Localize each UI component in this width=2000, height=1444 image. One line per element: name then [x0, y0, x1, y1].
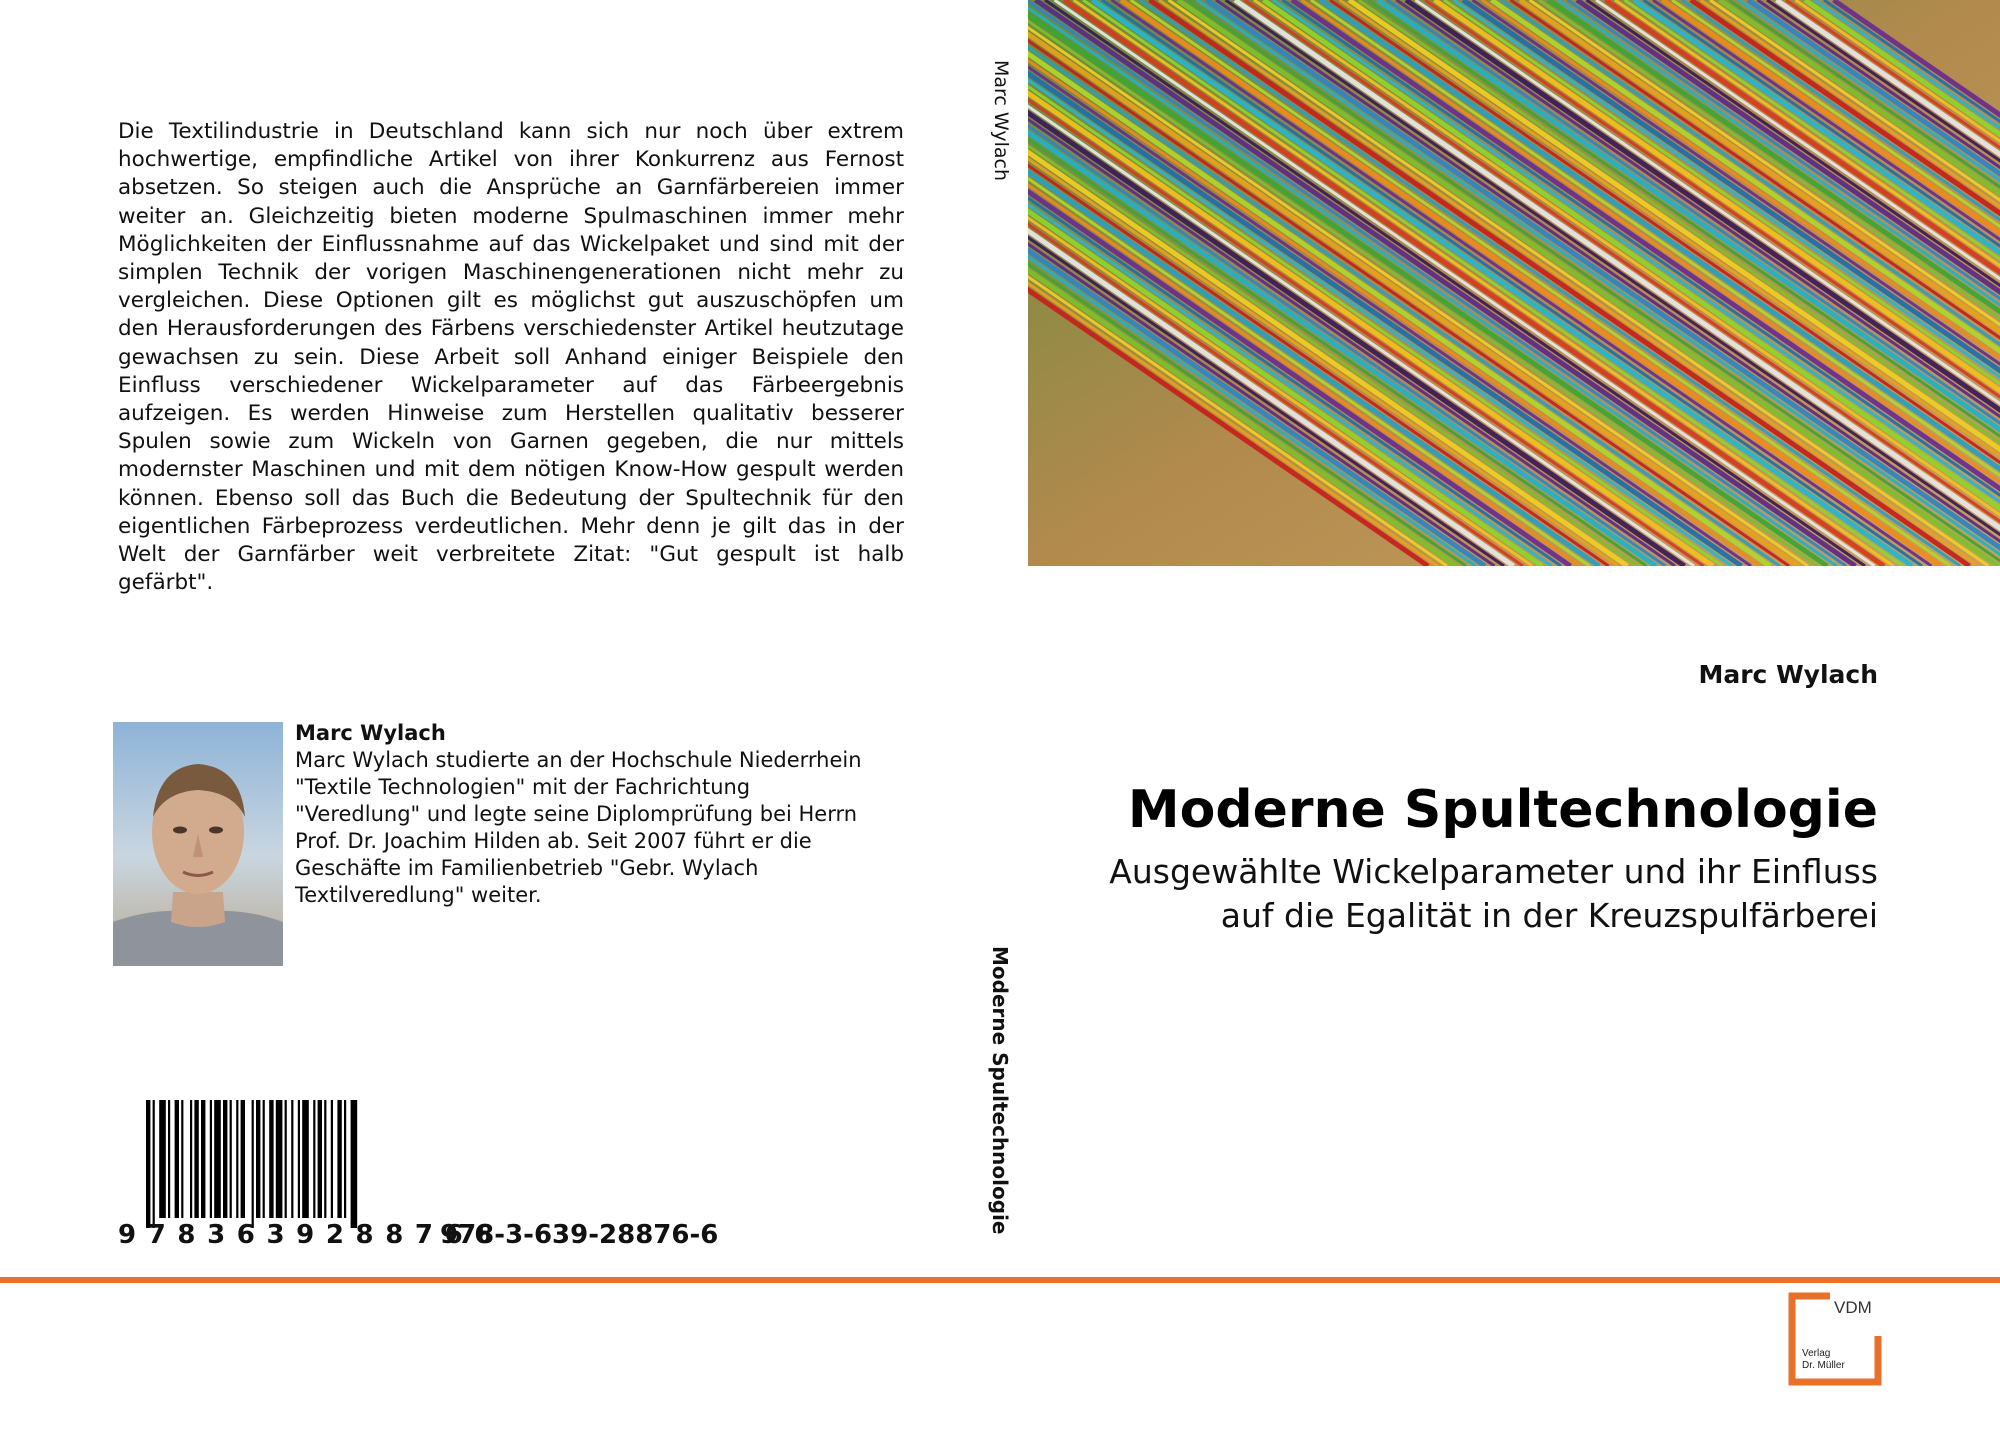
publisher-logo-name: VDM [1834, 1298, 1872, 1317]
back-cover-blurb: Die Textilindustrie in Deutschland kann sich nur noch über extrem hochwertige, empfindliche Artikel von ihrer Konkurrenz aus Fernost absetzen. So steigen auch die Ansprüche an Garnfärbereien immer weiter an. Gleichzeitig bieten moderne Spulmaschinen immer mehr Möglichkeiten der Einflussnahme auf das Wickelpaket und sind mit der simplen Technik der vorigen Maschinengenerationen nicht mehr zu vergleichen. Diese Optionen gilt es möglichst gut auszuschöpfen um den Herausforderungen des Färbens verschiedenster Artikel heutzutage gewachsen zu sein. Diese Arbeit soll Anhand einiger Beispiele den Einfluss verschiedener Wickelparameter auf das Färbeergebnis aufzeigen. Es werden Hinweise zum Herstellen qualitativ besserer Spulen sowie zum Wickeln von Garnen gegeben, die nur mittels modernster Maschinen und mit dem nötigen Know-How gespult werden können. Ebenso soll das Buch die Bedeutung der Spultechnik für den eigentlichen Färbeprozess verdeutlichen. Mehr denn je gilt das in der Welt der Garnfärber weit verbreitete Zitat: "Gut gespult ist halb gefärbt". [118, 119, 904, 596]
front-subtitle-line1: Ausgewählte Wickelparameter und ihr Einfluss [1109, 852, 1878, 891]
spine-title: Moderne Spultechnologie [988, 946, 1012, 1235]
author-bio-name: Marc Wylach [295, 721, 446, 745]
author-photo [113, 722, 283, 966]
publisher-logo [1788, 1292, 1882, 1386]
author-bio [295, 720, 875, 909]
publisher-line1: Verlag [1802, 1348, 1831, 1359]
front-subtitle-line2: auf die Egalität in der Kreuzspulfärberei [1220, 896, 1878, 935]
orange-divider [0, 1277, 2000, 1283]
cover-yarn-image [1028, 0, 2000, 566]
author-bio-text: Marc Wylach studierte an der Hochschule Niederrhein "Textile Technologien" mit der Fachrichtung "Veredlung" und legte seine Diplomprüfung bei Herrn Prof. Dr. Joachim Hilden ab. Seit 2007 führt er die Geschäfte im Familienbetrieb "Gebr. Wylach Textilveredlung" weiter. [295, 748, 862, 907]
front-author: Marc Wylach [1698, 660, 1878, 689]
spine-author: Marc Wylach [990, 60, 1012, 182]
barcode [110, 1100, 470, 1230]
barcode-digits: 9783639288766 [118, 1220, 504, 1250]
publisher-line2: Dr. Müller [1802, 1360, 1845, 1371]
isbn-number: 978-3-639-28876-6 [440, 1220, 719, 1250]
front-subtitle [1038, 850, 1878, 938]
front-title: Moderne Spultechnologie [1127, 780, 1878, 840]
